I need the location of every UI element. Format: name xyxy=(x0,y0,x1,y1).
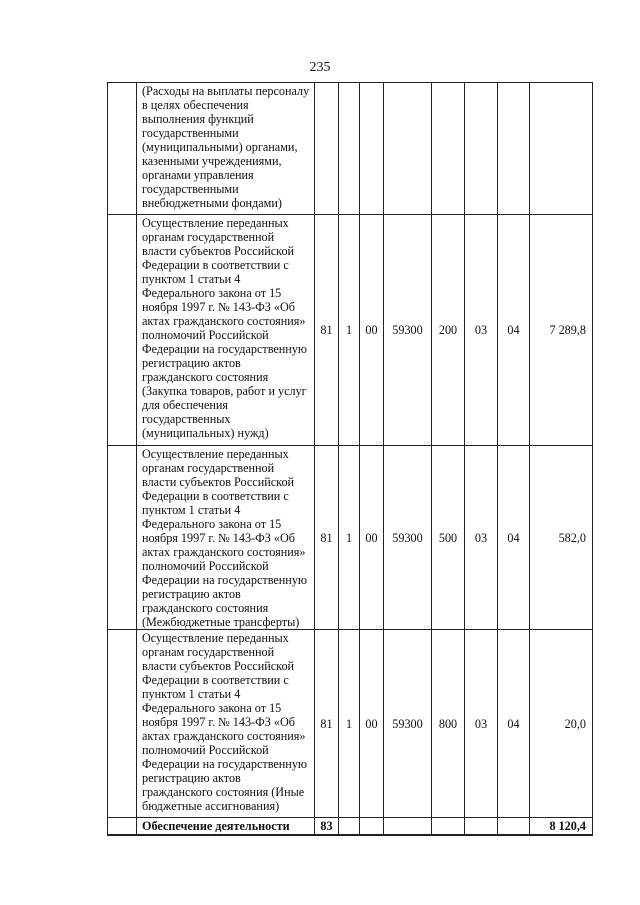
ved-code-cell: 83 xyxy=(315,818,339,836)
ved-code-cell: 81 xyxy=(315,215,339,446)
row-number-cell xyxy=(108,83,137,215)
target-code-cell xyxy=(384,83,432,215)
program-code-cell xyxy=(360,818,384,836)
subsection-cell xyxy=(498,818,530,836)
program-code-cell: 00 xyxy=(360,446,384,630)
amount-cell xyxy=(530,83,593,215)
section-cell xyxy=(465,818,498,836)
subsection-cell: 04 xyxy=(498,446,530,630)
section-cell: 03 xyxy=(465,215,498,446)
budget-table xyxy=(107,82,593,836)
table-row xyxy=(108,215,593,446)
expense-type-cell xyxy=(432,818,465,836)
page-number: 235 xyxy=(309,60,331,75)
section-cell: 03 xyxy=(465,446,498,630)
program-code-cell: 00 xyxy=(360,630,384,818)
expense-type-cell: 200 xyxy=(432,215,465,446)
target-code-cell xyxy=(384,818,432,836)
section-code-cell: 1 xyxy=(339,215,360,446)
program-code-cell xyxy=(360,83,384,215)
expense-name-cell: Осуществление переданных органам государственной власти субъектов Российской Федерации в соответствии с пунктом 1 статьи 4 Федерального закона от 15 ноября 1997 г. № 143-ФЗ «Об актах гражданского состояния» полномочий Российской Федерации на государственную регистрацию актов гражданского состояния (Межбюджетные трансферты) xyxy=(137,446,315,630)
target-code-cell: 59300 xyxy=(384,630,432,818)
table-row xyxy=(108,630,593,818)
ved-code-cell: 81 xyxy=(315,630,339,818)
table-row xyxy=(108,446,593,630)
amount-cell: 582,0 xyxy=(530,446,593,630)
subsection-cell: 04 xyxy=(498,215,530,446)
program-code-cell: 00 xyxy=(360,215,384,446)
target-code-cell: 59300 xyxy=(384,446,432,630)
row-number-cell xyxy=(108,630,137,818)
table-row xyxy=(108,83,593,215)
subsection-cell: 04 xyxy=(498,630,530,818)
expense-name-cell: Осуществление переданных органам государственной власти субъектов Российской Федерации в соответствии с пунктом 1 статьи 4 Федерального закона от 15 ноября 1997 г. № 143-ФЗ «Об актах гражданского состояния» полномочий Российской Федерации на государственную регистрацию актов гражданского состояния (Иные бюджетные ассигнования) xyxy=(137,630,315,818)
expense-type-cell xyxy=(432,83,465,215)
total-name-cell: Обеспечение деятельности xyxy=(137,818,315,836)
total-amount-cell: 8 120,4 xyxy=(530,818,593,836)
expense-name-cell: Осуществление переданных органам государственной власти субъектов Российской Федерации в соответствии с пунктом 1 статьи 4 Федерального закона от 15 ноября 1997 г. № 143-ФЗ «Об актах гражданского состояния» полномочий Российской Федерации на государственную регистрацию актов гражданского состояния (Закупка товаров, работ и услуг для обеспечения государственных (муниципальных) нужд) xyxy=(137,215,315,446)
amount-cell: 20,0 xyxy=(530,630,593,818)
section-cell xyxy=(465,83,498,215)
subsection-cell xyxy=(498,83,530,215)
expense-name-cell: (Расходы на выплаты персоналу в целях обеспечения выполнения функций государственными (муниципальными) органами, казенными учреждениями, органами управления государственными внебюджетными фондами) xyxy=(137,83,315,215)
target-code-cell: 59300 xyxy=(384,215,432,446)
section-cell: 03 xyxy=(465,630,498,818)
row-number-cell xyxy=(108,446,137,630)
row-number-cell xyxy=(108,215,137,446)
amount-cell: 7 289,8 xyxy=(530,215,593,446)
section-code-cell: 1 xyxy=(339,446,360,630)
ved-code-cell: 81 xyxy=(315,446,339,630)
ved-code-cell xyxy=(315,83,339,215)
section-code-cell: 1 xyxy=(339,630,360,818)
section-code-cell xyxy=(339,818,360,836)
section-code-cell xyxy=(339,83,360,215)
row-number-cell xyxy=(108,818,137,836)
expense-type-cell: 500 xyxy=(432,446,465,630)
total-row xyxy=(108,818,593,836)
expense-type-cell: 800 xyxy=(432,630,465,818)
